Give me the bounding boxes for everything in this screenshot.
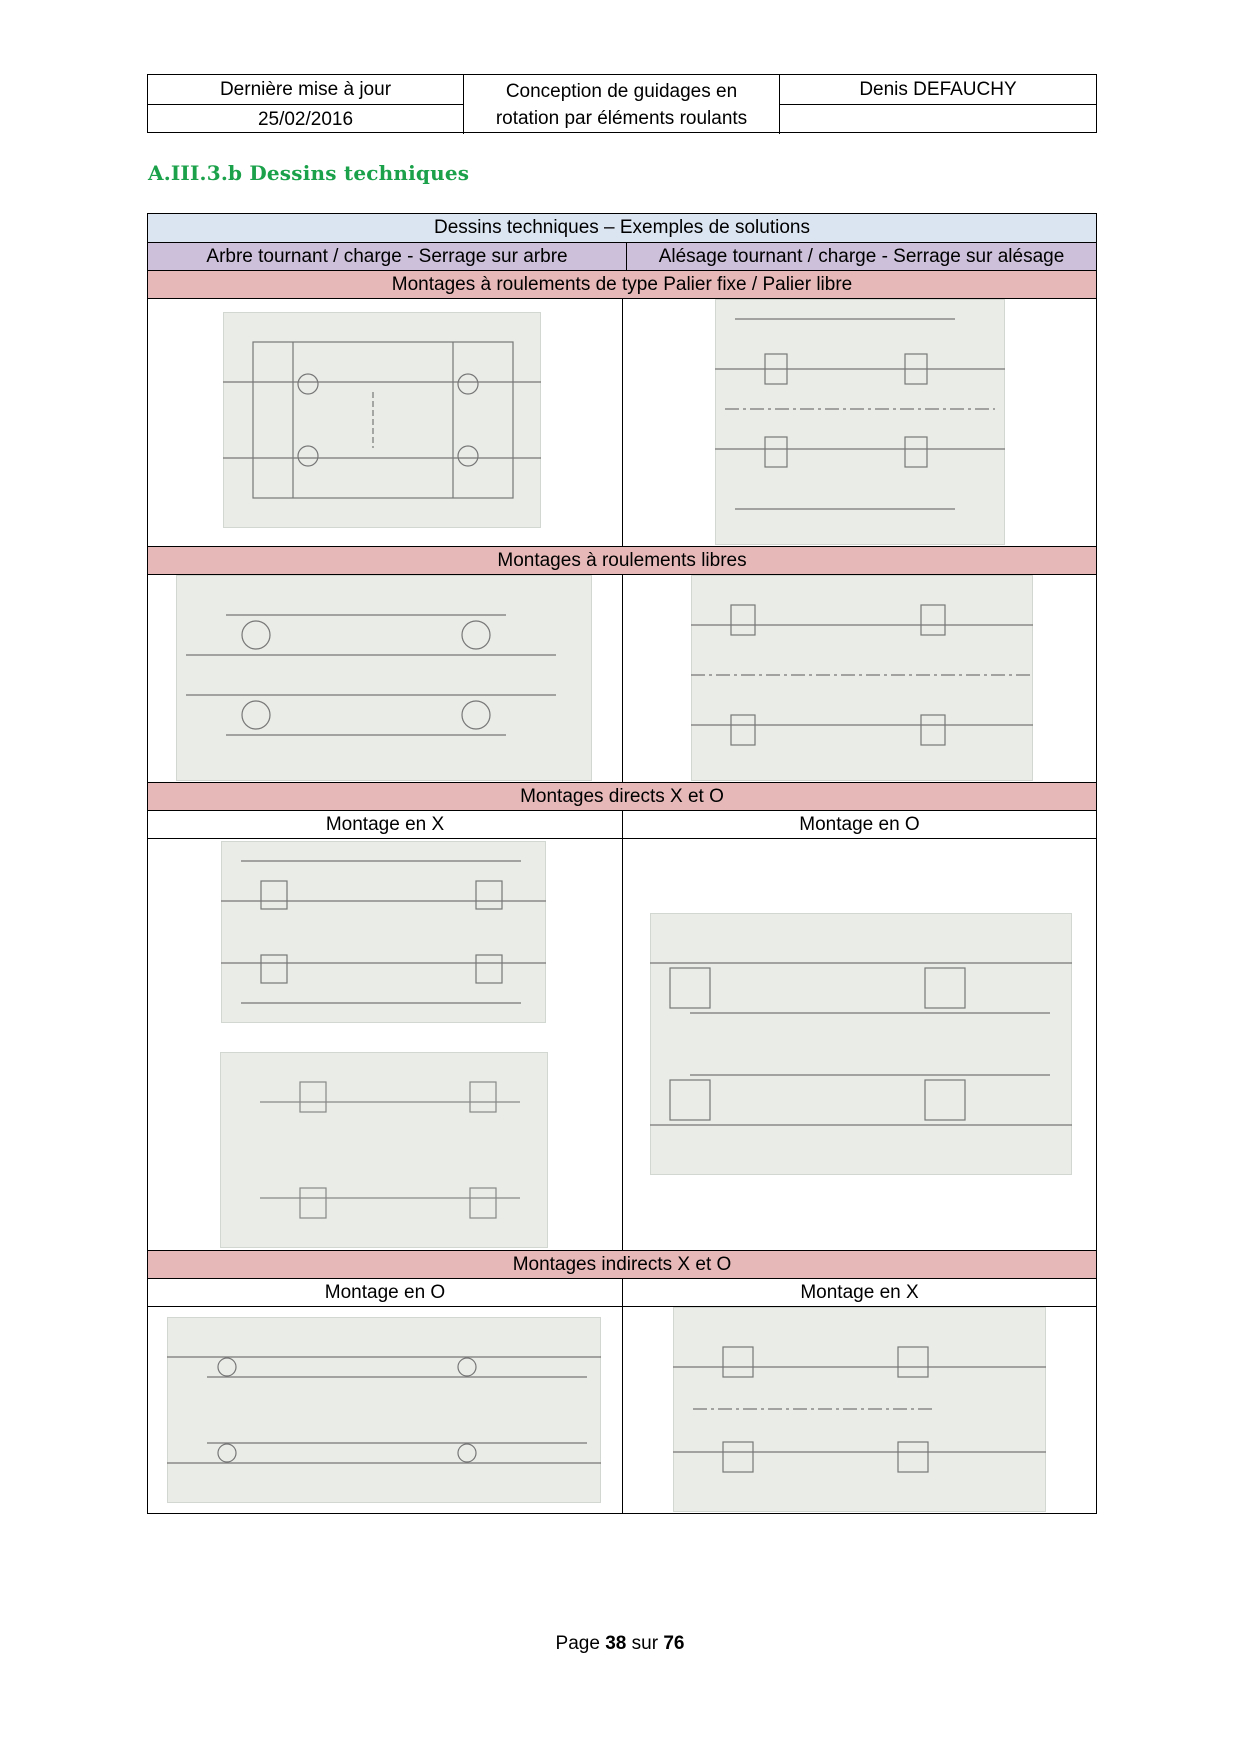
page-footer [0,1633,1240,1655]
cell-indirect-x [622,1307,1096,1513]
technical-drawing [673,1307,1046,1512]
technical-drawing [167,1317,601,1503]
header-title-line2: rotation par éléments roulants [495,107,748,129]
header-title-cell [464,75,780,134]
column-header-left: Arbre tournant / charge - Serrage sur arbre [148,243,626,270]
technical-drawing [220,1052,548,1248]
section-direct-xo: Montages directs X et O [148,783,1096,810]
document-header [147,74,1097,133]
subheader-direct-x: Montage en X [325,813,445,835]
footer-page-number: 38 [605,1633,627,1654]
cell-free-left [148,575,622,782]
section-title: A.III.3.b Dessins techniques [148,161,470,185]
subheader-indirect-x: Montage en X [622,1279,1096,1306]
column-header-right: Alésage tournant / charge - Serrage sur alésage [626,243,1096,270]
subheader-direct-o: Montage en O [622,811,1096,838]
cell-fixed-free-right [622,299,1096,546]
section-fixed-free: Montages à roulements de type Palier fixe / Palier libre [148,271,1096,298]
header-title-line1: Conception de guidages en [505,80,738,102]
cell-fixed-free-left [148,299,622,546]
section-free-bearings: Montages à roulements libres [148,547,1096,574]
cell-indirect-o [148,1307,622,1513]
section-indirect-xo: Montages indirects X et O [148,1251,1096,1278]
table-title: Dessins techniques – Exemples de solutions [148,214,1096,242]
technical-drawing [691,575,1033,781]
technical-drawing [221,841,546,1023]
footer-page-total: 76 [663,1633,685,1654]
header-update-label: Dernière mise à jour [219,79,392,100]
cell-direct-o [622,839,1096,1250]
technical-drawing [650,913,1072,1175]
header-update-date: 25/02/2016 [148,104,463,134]
technical-drawing [715,299,1005,545]
cell-direct-x [148,839,622,1250]
technical-drawing [176,575,592,781]
technical-drawing [223,312,541,528]
footer-mid: sur [631,1633,659,1654]
cell-free-right [622,575,1096,782]
subheader-indirect-o: Montage en O [324,1281,446,1303]
drawings-table [147,213,1097,1514]
footer-prefix: Page [555,1633,600,1654]
header-update-cell [148,75,464,134]
header-author-cell [780,75,1096,134]
header-author: Denis DEFAUCHY [859,79,1017,100]
